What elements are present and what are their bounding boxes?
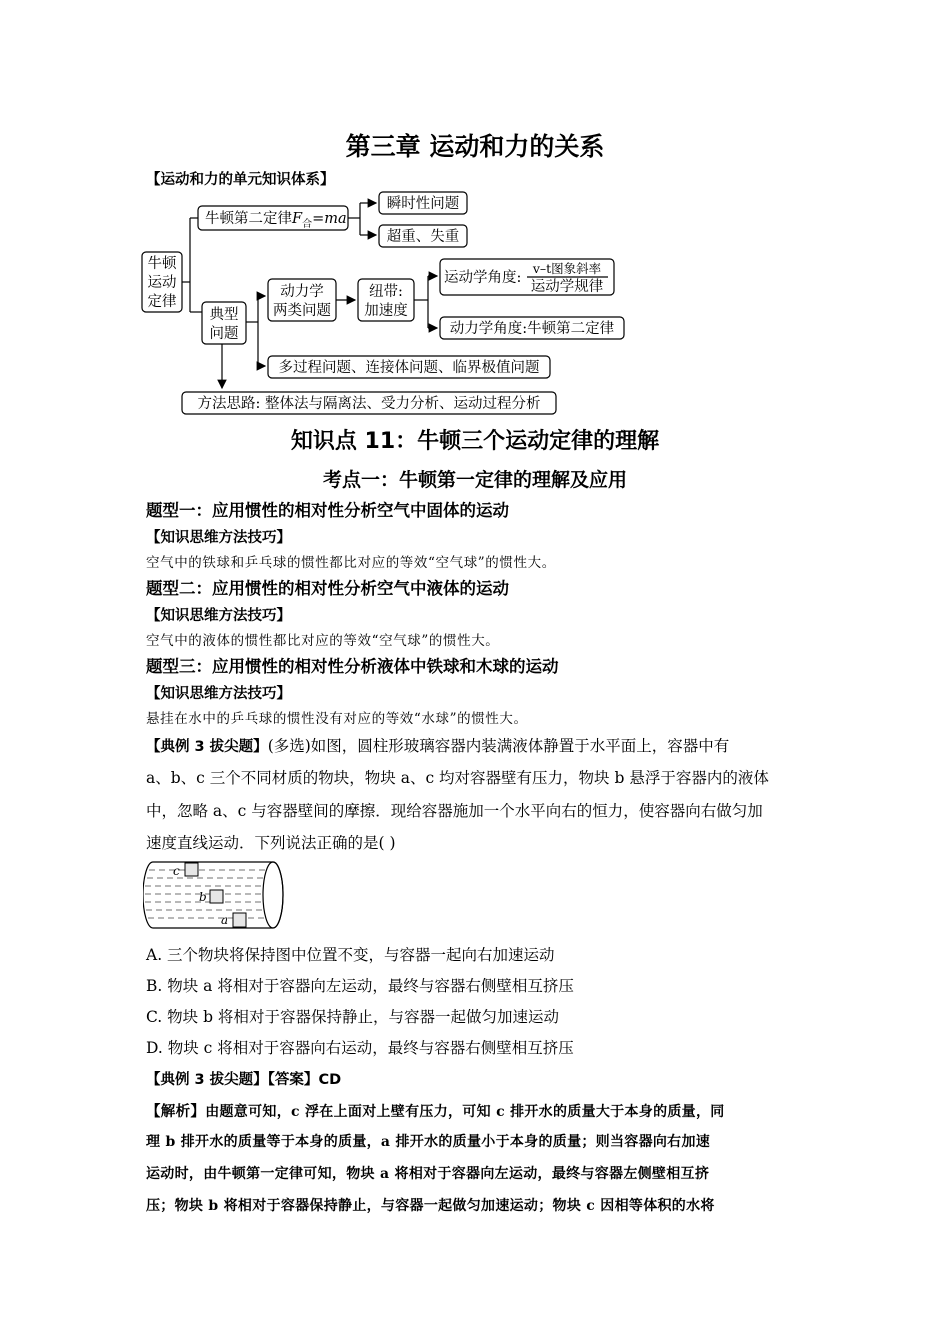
root-line-3: 定律 [147,294,177,310]
block-b [210,890,223,903]
exam-point-title: 考点一：牛顿第一定律的理解及应用 [322,469,627,491]
link-line-2: 加速度 [364,303,408,319]
knowledge-point-title: 知识点 11：牛顿三个运动定律的理解 [290,429,660,454]
answer-value: CD [318,1072,342,1088]
instant-label: 瞬时性问题 [386,196,460,212]
type3-title: 题型三：应用惯性的相对性分析液体中铁球和木球的运动 [146,657,559,676]
link-line-1: 纽带: [369,284,403,300]
type1-text: 空气中的铁球和乒乓球的惯性都比对应的等效“空气球”的惯性大。 [146,555,556,571]
option-d: D. 物块 c 将相对于容器向右运动，最终与容器右侧壁相互挤压 [146,1039,574,1057]
cylinder-container-figure [143,858,288,930]
option-c: C. 物块 b 将相对于容器保持静止，与容器一起做匀加速运动 [146,1008,559,1026]
root-line-1: 牛顿 [147,256,177,272]
chapter-title: 第三章 运动和力的关系 [345,132,605,161]
dynamics-two-line-2: 两类问题 [273,303,331,319]
root-line-2: 运动 [147,275,177,291]
example-line-4: 速度直线运动．下列说法正确的是( ) [146,834,396,852]
label-a: a [221,913,229,927]
analysis-line-1: 【解析】由题意可知，c 浮在上面对上壁有压力，可知 c 排开水的质量大于本身的质量，同 [146,1104,725,1120]
kinematics-prefix: 运动学角度: [444,270,522,286]
option-b: B. 物块 a 将相对于容器向左运动，最终与容器右侧壁相互挤压 [146,977,574,995]
type2-title: 题型二：应用惯性的相对性分析空气中液体的运动 [146,579,509,598]
analysis-line-2: 理 b 排开水的质量等于本身的质量，a 排开水的质量小于本身的质量；则当容器向右加速 [146,1134,711,1150]
type1-tag: 【知识思维方法技巧】 [146,530,291,546]
example-line-2: a、b、c 三个不同材质的物块，物块 a、c 均对容器壁有压力，物块 b 悬浮于容器内的液体 [146,769,769,787]
answer-line: 【典例 3 拔尖题】【答案】CD [146,1072,342,1088]
dynamics-two-line-1: 动力学 [280,284,324,300]
multi-process-label: 多过程问题、连接体问题、临界极值问题 [278,360,540,376]
example-line-1: 【典例 3 拔尖题】(多选)如图，圆柱形玻璃容器内装满液体静置于水平面上，容器中有 [146,737,730,755]
type3-text: 悬挂在水中的乒乓球的惯性没有对应的等效“水球”的惯性大。 [146,711,528,727]
type1-title: 题型一：应用惯性的相对性分析空气中固体的运动 [146,501,509,520]
second-law-label: 牛顿第二定律$F_合=ma$ [205,211,347,230]
analysis-line-4: 压；物块 b 将相对于容器保持静止，与容器一起做匀加速运动；物块 c 因相等体积的水将 [146,1198,715,1214]
typical-line-1: 典型 [209,307,239,323]
knowledge-system-diagram [138,188,638,420]
kinematics-fraction-bottom: 运动学规律 [530,279,604,295]
label-b: b [199,890,207,904]
dynamics-angle-label: 动力学角度:牛顿第二定律 [449,321,615,337]
type2-text: 空气中的液体的惯性都比对应的等效“空气球”的惯性大。 [146,633,500,649]
kinematics-fraction-top: v–t图象斜率 [532,261,602,276]
type2-tag: 【知识思维方法技巧】 [146,608,291,624]
knowledge-system-label: 【运动和力的单元知识体系】 [146,172,335,188]
example-line-3: 中，忽略 a、c 与容器壁间的摩擦．现给容器施加一个水平向右的恒力，使容器向右做匀加 [146,802,763,820]
overweight-label: 超重、失重 [386,229,460,245]
label-c: c [173,864,180,878]
analysis-line-3: 运动时，由牛顿第一定律可知，物块 a 将相对于容器向左运动，最终与容器左侧壁相互挤 [146,1166,710,1182]
type3-tag: 【知识思维方法技巧】 [146,686,291,702]
option-a: A. 三个物块将保持图中位置不变，与容器一起向右加速运动 [146,946,555,964]
block-a [233,913,246,927]
method-label: 方法思路: 整体法与隔离法、受力分析、运动过程分析 [197,396,541,412]
block-c [185,863,198,876]
typical-line-2: 问题 [209,326,239,342]
